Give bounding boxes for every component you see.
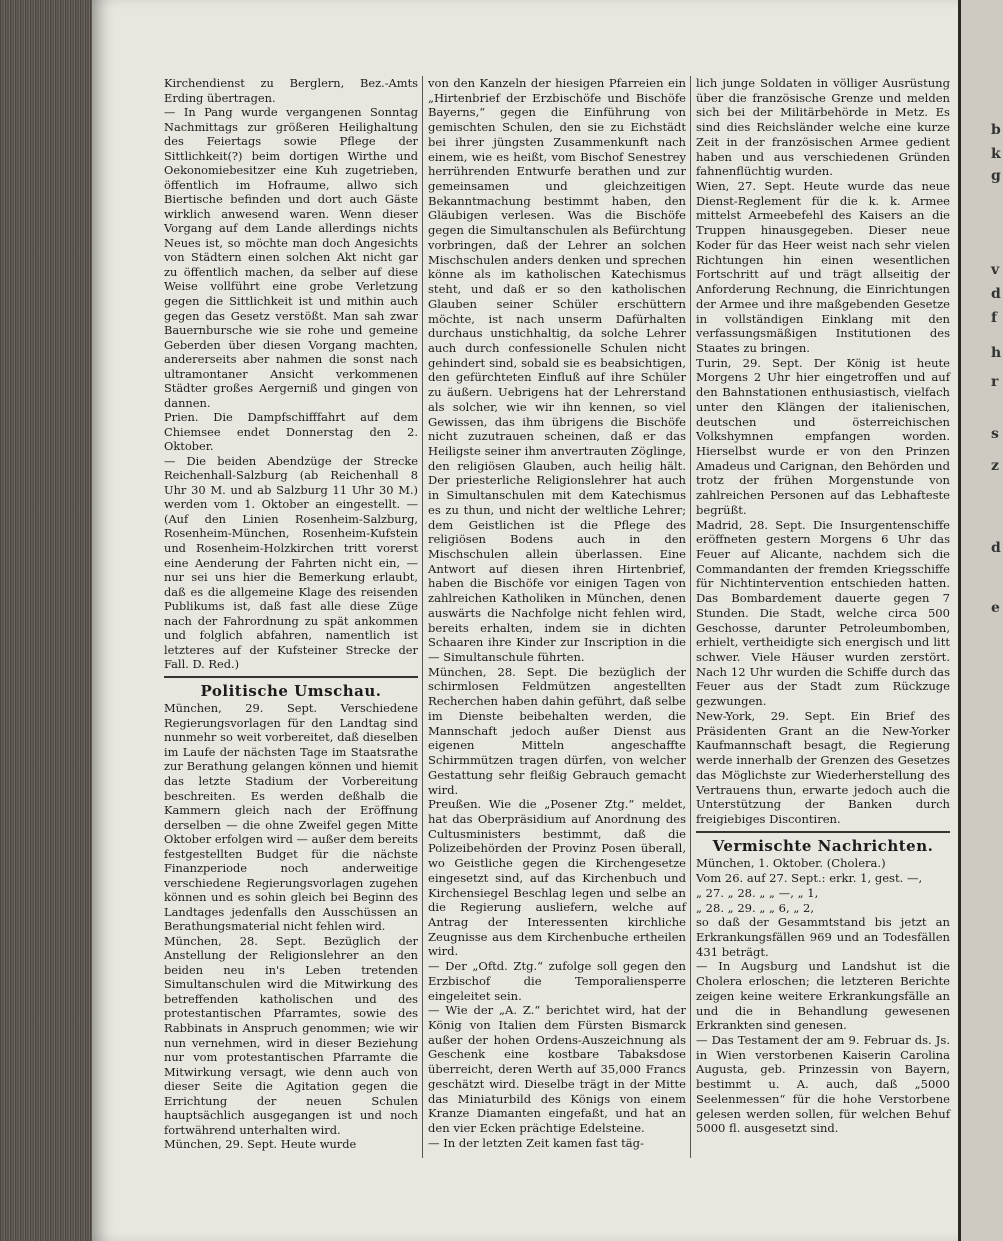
article-paragraph: — Die beiden Abendzüge der Strecke Reichenhall-Salzburg (ab Reichenhall 8 Uhr 30 M. und ab Salzburg 11 Uhr 30 M.) werden vom 1. Oktober an eingestellt. — (Auf den Linien Rosenheim-Salzburg, Rosenheim-München, Rosenheim-Kufstein und Rosenheim-Holzkirchen tritt vorerst eine Aenderung der Fahrten nicht ein, — nur sei uns hier die Bemerkung erlaubt, daß es die allgemeine Klage des reisenden Publikums ist, daß fast alle diese Züge nach der Fahrordnung zu spät ankommen und folglich abfahren, namentlich ist letzteres auf der Kufsteiner Strecke der Fall. D. Red.) xyxy=(164,453,418,672)
article-paragraph: — In der letzten Zeit kamen fast täg- xyxy=(428,1135,644,1150)
section-heading: Politische Umschau. xyxy=(200,681,382,700)
cholera-report-line: München, 1. Oktober. (Cholera.) xyxy=(696,856,886,871)
section-divider xyxy=(164,676,418,678)
next-page-fragment: d xyxy=(991,286,1001,302)
next-page-fragment: e xyxy=(991,600,1000,616)
article-paragraph: — Der „Oftd. Ztg.“ zufolge soll gegen den Erzbischof die Temporaliensperre eingeleitet sein. xyxy=(428,959,686,1003)
cholera-report-line: Vom 26. auf 27. Sept.: erkr. 1, gest. —, xyxy=(696,871,923,886)
article-paragraph: Kirchendienst zu Berglern, Bez.-Amts Erding übertragen. xyxy=(164,76,418,105)
article-paragraph: so daß der Gesammtstand bis jetzt an Erkrankungsfällen 969 und an Todesfällen 431 beträgt. xyxy=(696,915,950,959)
next-page-fragment: v xyxy=(991,262,1000,278)
article-paragraph: — In Pang wurde vergangenen Sonntag Nachmittags zur größeren Heilighaltung des Feiertags sowie Pflege der Sittlichkeit(?) beim dortigen Wirthe und Oekonomiebesitzer eine Kuh zugetrieben, öffentlich im Hofraume, allwo sich Biertische befinden und dort auch Gäste wirklich anwesend waren. Wenn dieser Vorgang auf dem Lande allerdings nichts Neues ist, so möchte man doch Angesichts von Städtern einen solchen Akt nicht gar zu öffentlich machen, da selber auf diese Weise vollführt eine grobe Verletzung gegen die Sittlichkeit ist und mithin auch gegen das Gesetz verstößt. Man sah zwar Bauernbursche wie sie rohe und gemeine Geberden über diesen Vorgang machten, andererseits aber nahmen die sonst nach ultramontaner Ansicht verkommenen Städter großes Aergerniß und gingen von dannen. xyxy=(164,105,418,410)
next-page-fragment: g xyxy=(991,168,1001,184)
next-page-fragment: h xyxy=(991,345,1002,361)
article-paragraph: lich junge Soldaten in völliger Ausrüstung über die französische Grenze und melden sich bei der Militärbehörde in Metz. Es sind dies Reichsländer welche eine kurze Zeit in der französischen Armee gedient haben und aus verschiedenen Gründen fahnenflüchtig wurden. xyxy=(696,76,950,179)
column-3 xyxy=(696,76,950,1136)
article-paragraph: — In Augsburg und Landshut ist die Cholera erloschen; die letzteren Berichte zeigen keine weitere Erkrankungsfälle an und die in Behandlung gewesenen Erkrankten sind genesen. xyxy=(696,959,950,1033)
article-paragraph: Turin, 29. Sept. Der König ist heute Morgens 2 Uhr hier eingetroffen und auf den Bahnstationen enthusiastisch, vielfach unter den Klängen der italienischen, deutschen und österreichischen Volkshymnen empfangen worden. Hierselbst wurde er von den Prinzen Amadeus und Carignan, den Behörden und trotz der frühen Morgenstunde von zahlreichen Personen auf das Lebhafteste begrüßt. xyxy=(696,355,950,517)
column-rule xyxy=(690,76,691,1158)
section-heading: Vermischte Nachrichten. xyxy=(712,836,934,855)
next-page-fragment: k xyxy=(991,146,1001,162)
article-paragraph: München, 28. Sept. Bezüglich der Anstellung der Religionslehrer an den beiden neu in's Leben tretenden Simultanschulen wird die Mitwirkung des betreffenden katholischen und des protestantischen Pfarramtes, sowie des Rabbinats in Anspruch genommen; wie wir nun vernehmen, wird in dieser Beziehung nur vom protestantischen Pfarramte die Mitwirkung versagt, wie denn auch von dieser Seite die Agitation gegen die Errichtung der neuen Schulen hauptsächlich ausgegangen ist und noch fortwährend unterhalten wird. xyxy=(164,933,418,1137)
article-paragraph: Preußen. Wie die „Posener Ztg.“ meldet, hat das Oberpräsidium auf Anordnung des Cultusministers bestimmt, daß die Polizeibehörden der Provinz Posen überall, wo Geistliche gegen die Kirchengesetze eingesetzt sind, auf das Kirchenbuch und Kirchensiegel Beschlag legen und selbe an die Regierung ausliefern, welche auf Antrag der Interessenten kirchliche Zeugnisse aus dem Kirchenbuche ertheilen wird. xyxy=(428,797,686,959)
next-page-edge xyxy=(958,0,1003,1241)
article-paragraph: Madrid, 28. Sept. Die Insurgentenschiffe eröffneten gestern Morgens 6 Uhr das Feuer auf Alicante, nachdem sich die Commandanten der fremden Kriegsschiffe für Nichtintervention entschieden hatten. Das Bombardement dauerte gegen 7 Stunden. Die Stadt, welche circa 500 Geschosse, darunter Petroleumbomben, erhielt, vertheidigte sich energisch und litt schwer. Viele Häuser wurden zerstört. Nach 12 Uhr wurden die Schiffe durch das Feuer aus der Stadt zum Rückzuge gezwungen. xyxy=(696,517,950,709)
article-paragraph: München, 29. Sept. Heute wurde xyxy=(164,1137,357,1152)
column-2 xyxy=(428,76,686,1150)
column-1 xyxy=(164,76,418,1152)
next-page-fragment: s xyxy=(991,426,999,442)
next-page-fragment: d xyxy=(991,540,1001,556)
article-paragraph: München, 28. Sept. Die bezüglich der schirmlosen Feldmützen angestellten Recherchen haben dahin geführt, daß selbe im Dienste beibehalten werden, die Mannschaft jedoch außer Dienst aus eigenen Mitteln angeschaffte Schirmmützen tragen dürfen, von welcher Gestattung sehr fleißig Gebrauch gemacht wird. xyxy=(428,664,686,797)
article-paragraph: — Das Testament der am 9. Februar ds. Js. in Wien verstorbenen Kaiserin Carolina Augusta, geb. Prinzessin von Bayern, bestimmt u. A. auch, daß „5000 Seelenmessen“ für die hohe Verstorbene gelesen werden sollen, für welchen Behuf 5000 fl. ausgesetzt sind. xyxy=(696,1033,950,1136)
column-rule xyxy=(422,76,423,1158)
next-page-fragment: r xyxy=(991,374,999,390)
section-divider xyxy=(696,831,950,833)
book-edge xyxy=(0,0,92,1241)
cholera-report-line: „ 28. „ 29. „ „ 6, „ 2, xyxy=(696,900,815,915)
cholera-report-line: „ 27. „ 28. „ „ —, „ 1, xyxy=(696,885,819,900)
article-paragraph: Prien. Die Dampfschifffahrt auf dem Chiemsee endet Donnerstag den 2. Oktober. xyxy=(164,410,418,454)
article-paragraph: — Wie der „A. Z.“ berichtet wird, hat der König von Italien dem Fürsten Bismarck außer der hohen Ordens-Auszeichnung als Geschenk eine kostbare Tabaksdose überreicht, deren Werth auf 35,000 Francs geschätzt wird. Dieselbe trägt in der Mitte das Miniaturbild des Königs von einem Kranze Diamanten eingefaßt, und hat an den vier Ecken prächtige Edelsteine. xyxy=(428,1003,686,1136)
article-paragraph: New-York, 29. Sept. Ein Brief des Präsidenten Grant an die New-Yorker Kaufmannschaft besagt, die Regierung werde innerhalb der Grenzen des Gesetzes das Möglichste zur Wiederherstellung des Vertrauens thun, erwarte jedoch auch die Unterstützung der Banken durch freigiebiges Discontiren. xyxy=(696,708,950,826)
next-page-fragment: z xyxy=(991,458,999,474)
article-paragraph: Wien, 27. Sept. Heute wurde das neue Dienst-Reglement für die k. k. Armee mittelst Armeebefehl des Kaisers an die Truppen hinausgegeben. Dieser neue Koder für das Heer weist nach sehr vielen Richtungen hin einen wesentlichen Fortschritt auf und trägt allseitig der Anforderung Rechnung, die Einrichtungen der Armee und ihre maßgebenden Gesetze in vollständigen Einklang mit den verfassungsmäßigen Institutionen des Staates zu bringen. xyxy=(696,179,950,355)
next-page-fragment: f xyxy=(991,310,998,326)
article-paragraph: München, 29. Sept. Verschiedene Regierungsvorlagen für den Landtag sind nunmehr so weit vorbereitet, daß dieselben im Laufe der nächsten Tage im Staatsrathe zur Berathung gelangen können und hiemit das letzte Stadium der Vorbereitung beschreiten. Es werden deßhalb die Kammern gleich nach der Eröffnung derselben — die ohne Zweifel gegen Mitte Oktober erfolgen wird — außer dem bereits festgestellten Budget für die nächste Finanzperiode noch anderweitige verschiedene Regierungsvorlagen zugehen können und es sohin gleich bei Beginn des Landtages jedenfalls den Ausschüssen an Berathungsmaterial nicht fehlen wird. xyxy=(164,701,418,934)
article-paragraph: von den Kanzeln der hiesigen Pfarreien ein „Hirtenbrief der Erzbischöfe und Bischöfe Bayerns,“ gegen die Einführung von gemischten Schulen, den sie zu Eichstädt bei ihrer jüngsten Zusammenkunft nach einem, wie es heißt, vom Bischof Senestrey herrührenden Entwurfe berathen und zur gemeinsamen und gleichzeitigen Bekanntmachung bestimmt haben, den Gläubigen verlesen. Was die Bischöfe gegen die Simultanschulen als Befürchtung vorbringen, daß der Lehrer an solchen Mischschulen anders denken und sprechen könne als im katholischen Katechismus steht, und daß er so den katholischen Glauben seiner Schüler erschüttern möchte, ist nach unserm Dafürhalten durchaus unstichhaltig, da solche Lehrer auch durch confessionelle Schulen nicht gehindert sind, sobald sie es beabsichtigen, den gefürchteten Einfluß auf ihre Schüler zu äußern. Uebrigens hat der Lehrerstand als solcher, wie wir ihn kennen, so viel Gewissen, das ihm übrigens die Bischöfe nicht zuzutrauen scheinen, daß er das Heiligste seiner ihm anvertrauten Zöglinge, den religiösen Glauben, auch heilig hält. Der priesterliche Religionslehrer hat auch in Simultanschulen mit dem Katechismus es zu thun, und nicht der weltliche Lehrer; dem Geistlichen ist die Pflege des religiösen Bodens auch in den Mischschulen allein überlassen. Eine Antwort auf diesen ihren Hirtenbrief, haben die Bischöfe vor einigen Tagen von zahlreichen Katholiken in München, denen auswärts die Nachfolge nicht fehlen wird, bereits erhalten, indem sie in dichten Schaaren ihre Kinder zur Inscription in die — Simultanschule führten. xyxy=(428,76,686,665)
next-page-fragment: b xyxy=(991,122,1001,138)
